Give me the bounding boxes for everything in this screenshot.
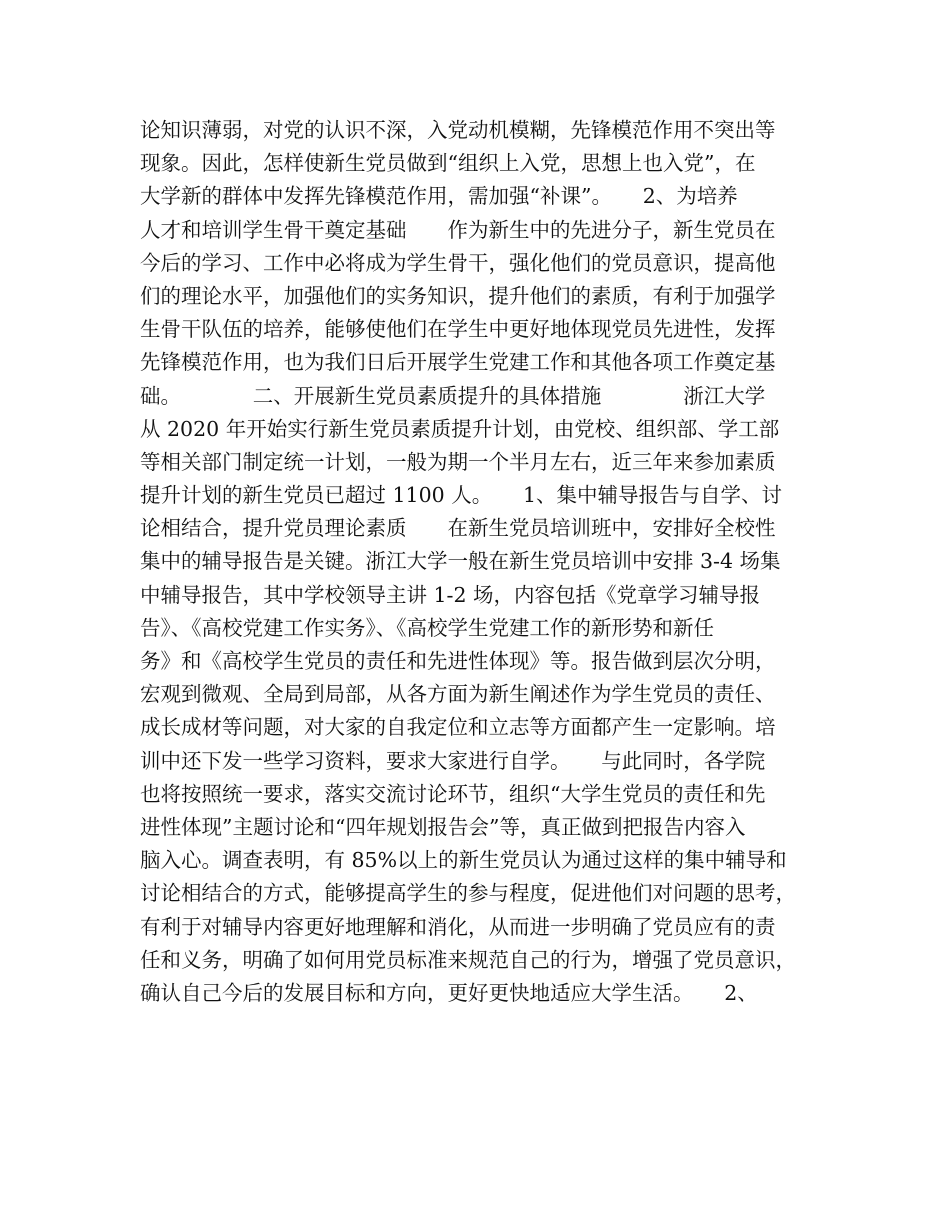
body-text (140, 114, 830, 1010)
text-line: 告》、《高校党建工作实务》、《高校学生党建工作的新形势和新任 (140, 615, 714, 640)
text-line: 论知识薄弱，对党的认识不深，入党动机模糊，先锋模范作用不突出等 (140, 118, 776, 142)
text-line: 集中的辅导报告是关键。浙江大学一般在新生党员培训中安排 3-4 场集 (140, 549, 781, 574)
text-line: 础。 二、开展新生党员素质提升的具体措施 浙江大学 (140, 383, 766, 408)
text-line: 有利于对辅导内容更好地理解和消化，从而进一步明确了党员应有的责 (140, 914, 776, 939)
text-line: 任和义务，明确了如何用党员标准来规范自己的行为，增强了党员意识， (140, 947, 796, 972)
text-line: 讨论相结合的方式，能够提高学生的参与程度，促进他们对问题的思考， (140, 881, 796, 906)
text-line: 今后的学习、工作中必将成为学生骨干，强化他们的党员意识，提高他 (140, 250, 776, 275)
text-line: 等相关部门制定统一计划，一般为期一个半月左右，近三年来参加素质 (140, 449, 776, 474)
text-line: 脑入心。调查表明，有 85%以上的新生党员认为通过这样的集中辅导和 (140, 848, 787, 873)
text-line: 也将按照统一要求，落实交流讨论环节，组织“大学生党员的责任和先 (140, 781, 766, 806)
text-line: 提升计划的新生党员已超过 1100 人。 1、集中辅导报告与自学、讨 (140, 483, 782, 508)
text-line: 先锋模范作用，也为我们日后开展学生党建工作和其他各项工作奠定基 (140, 350, 776, 375)
text-line: 宏观到微观、全局到局部，从各方面为新生阐述作为学生党员的责任、 (140, 682, 776, 707)
text-line: 务》和《高校学生党员的责任和先进性体现》等。报告做到层次分明， (140, 649, 776, 673)
text-line: 生骨干队伍的培养，能够使他们在学生中更好地体现党员先进性，发挥 (140, 317, 776, 342)
text-line: 中辅导报告，其中学校领导主讲 1-2 场，内容包括《党章学习辅导报 (140, 582, 761, 607)
text-line: 现象。因此，怎样使新生党员做到“组织上入党，思想上也入党”，在 (140, 151, 756, 176)
text-line: 进性体现”主题讨论和“四年规划报告会”等，真正做到把报告内容入 (140, 814, 746, 839)
text-line: 训中还下发一些学习资料，要求大家进行自学。 与此同时，各学院 (140, 748, 766, 773)
text-line: 们的理论水平，加强他们的实务知识，提升他们的素质，有利于加强学 (140, 283, 776, 308)
text-line: 从 2020 年开始实行新生党员素质提升计划，由党校、组织部、学工部 (140, 416, 780, 441)
text-line: 论相结合，提升党员理论素质 在新生党员培训班中，安排好全校性 (140, 516, 776, 541)
text-line: 确认自己今后的发展目标和方向，更好更快地适应大学生活。 2、 (140, 980, 758, 1005)
text-line: 人才和培训学生骨干奠定基础 作为新生中的先进分子，新生党员在 (140, 217, 776, 242)
text-line: 成长成材等问题，对大家的自我定位和立志等方面都产生一定影响。培 (140, 715, 776, 740)
text-line: 大学新的群体中发挥先锋模范作用，需加强“补课”。 2、为培养 (140, 184, 738, 209)
